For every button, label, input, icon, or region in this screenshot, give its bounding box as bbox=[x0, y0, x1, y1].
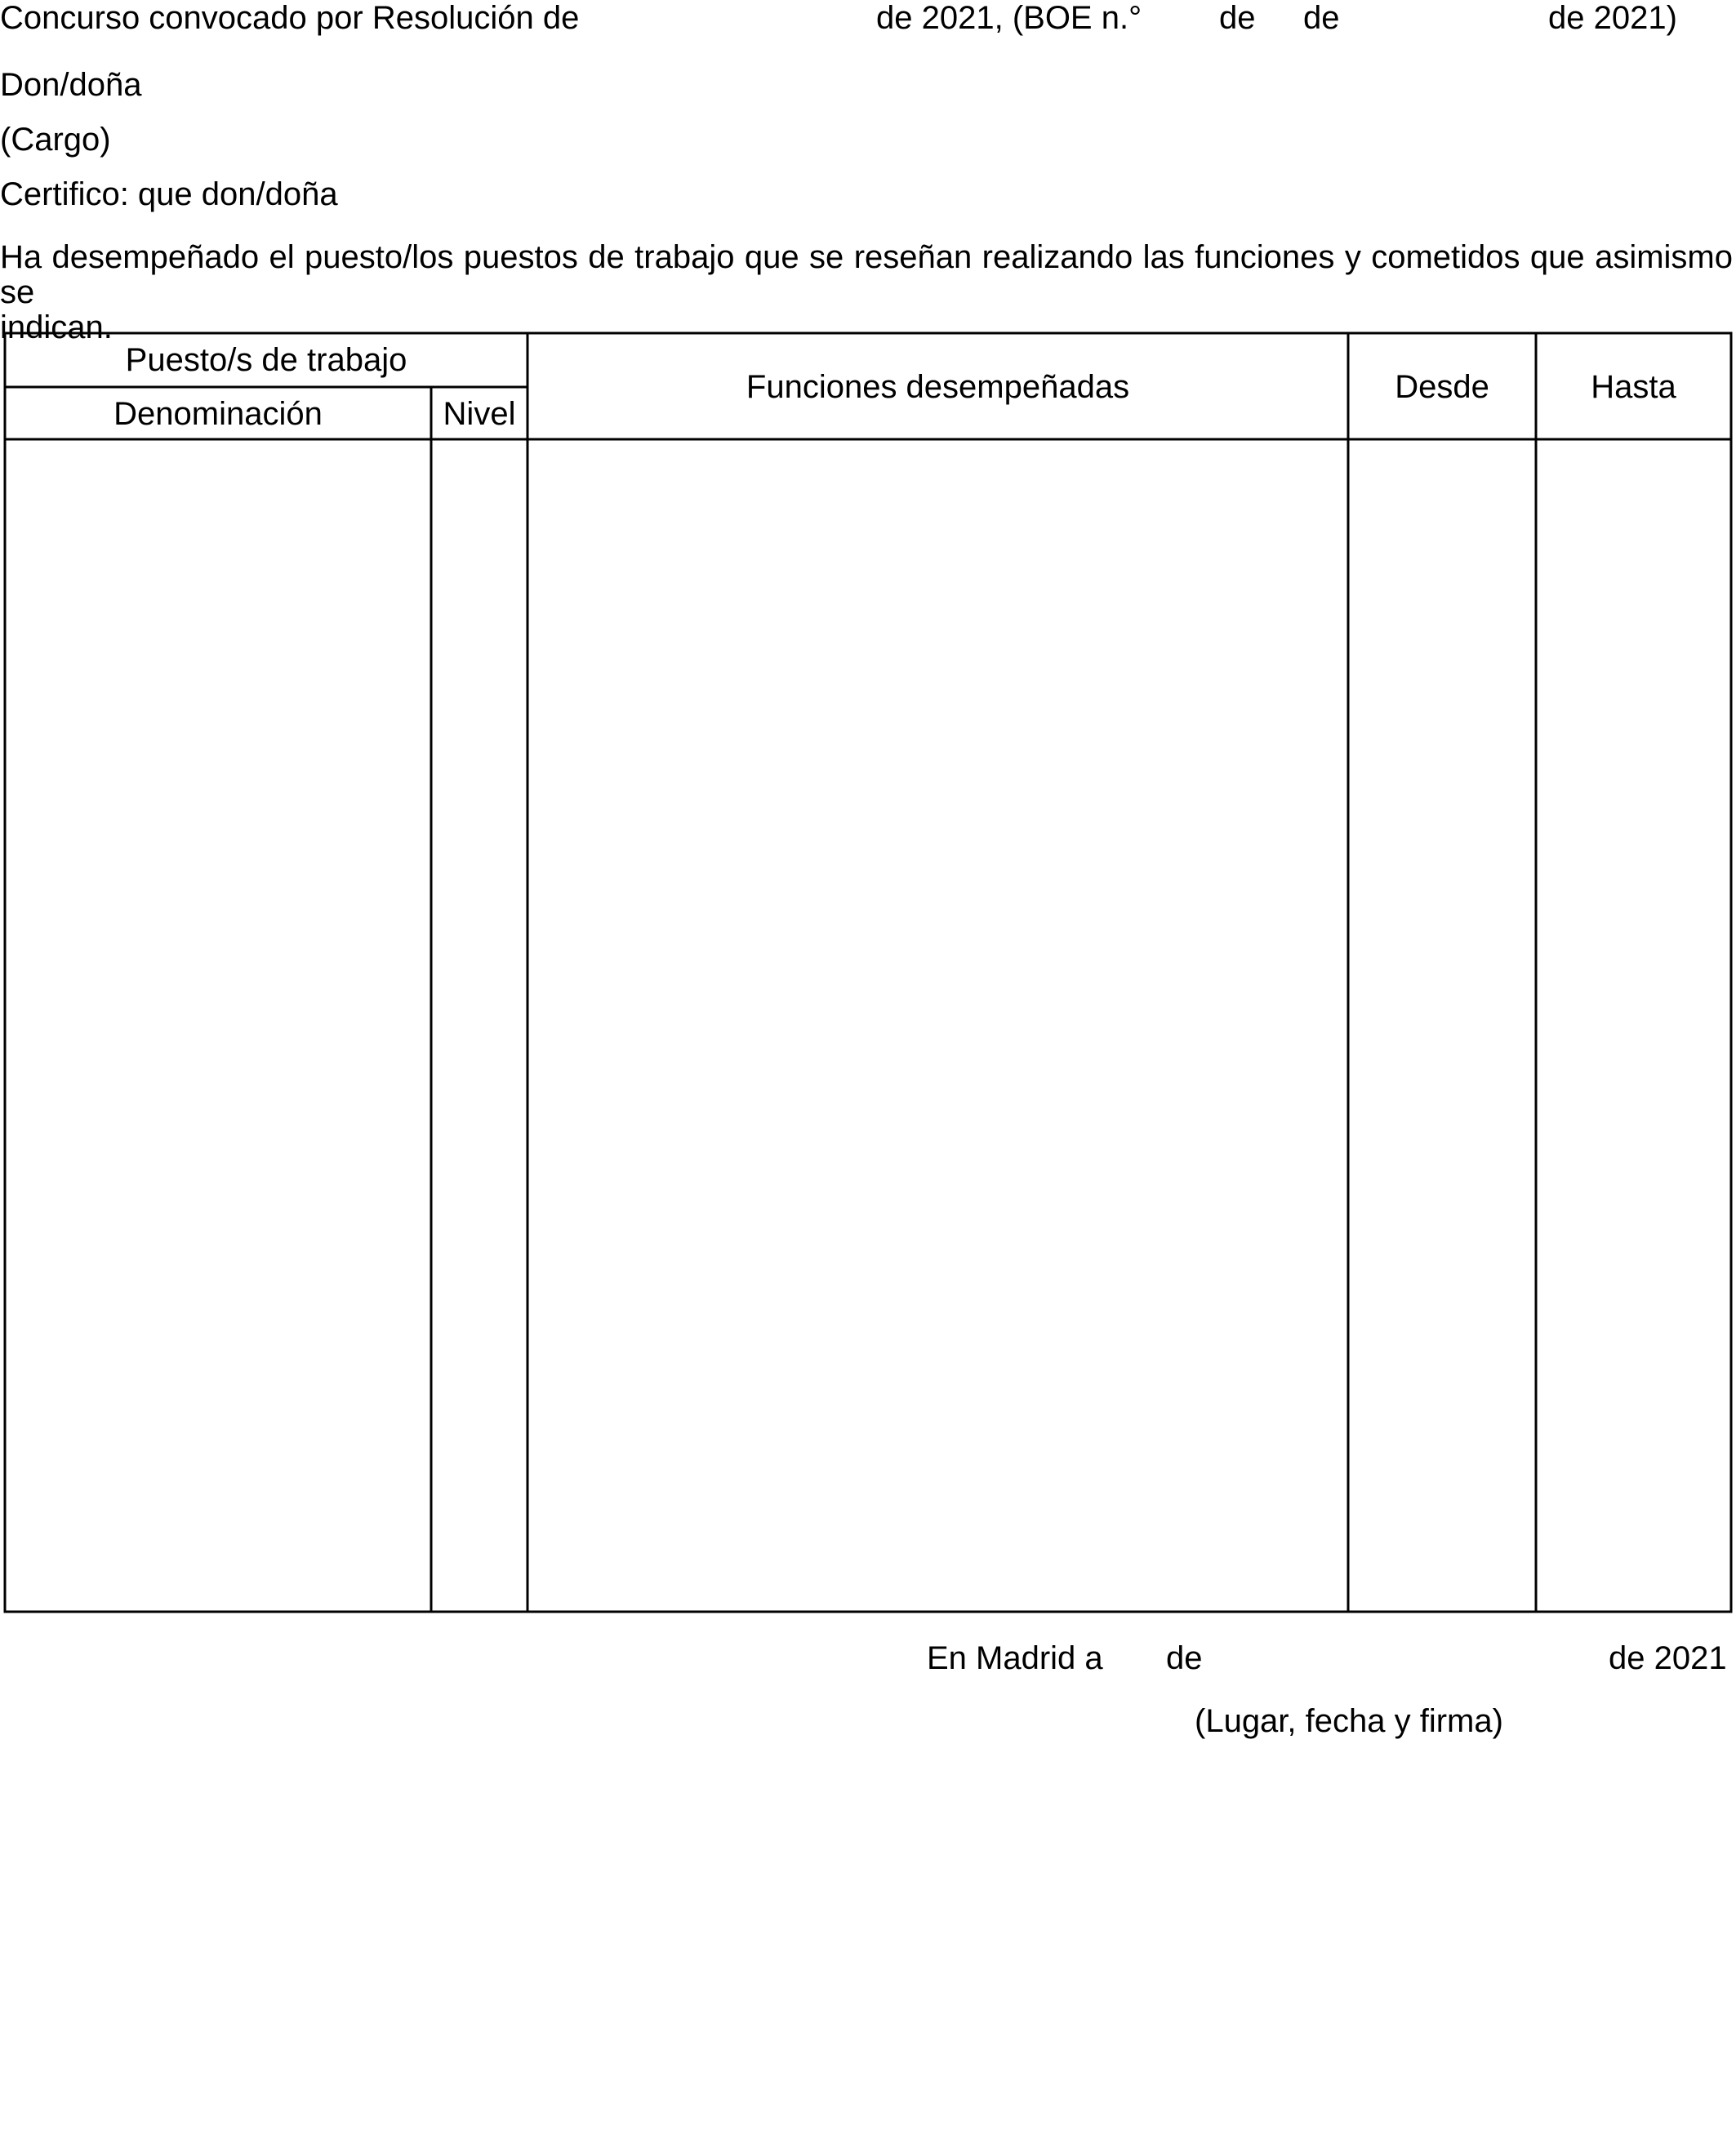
cell-nivel[interactable] bbox=[433, 441, 526, 1610]
cargo-label: (Cargo) bbox=[0, 122, 111, 158]
header-de-label-1: de bbox=[1219, 0, 1256, 36]
header-nivel: Nivel bbox=[443, 396, 516, 432]
header-year-close-label: de 2021) bbox=[1548, 0, 1677, 36]
header-denominacion: Denominación bbox=[114, 396, 323, 432]
header-puestos-trabajo: Puesto/s de trabajo bbox=[125, 342, 407, 378]
description-line-2: indican. bbox=[0, 309, 113, 345]
cell-desde[interactable] bbox=[1350, 441, 1534, 1610]
header-desde: Desde bbox=[1395, 369, 1489, 405]
header-concurso-label: Concurso convocado por Resolución de bbox=[0, 0, 580, 36]
header-year-boe-label: de 2021, (BOE n.° bbox=[876, 0, 1142, 36]
footer-en-madrid-label: En Madrid a bbox=[927, 1640, 1103, 1676]
header-hasta: Hasta bbox=[1591, 369, 1676, 405]
header-de-label-2: de bbox=[1303, 0, 1340, 36]
certifico-label: Certifico: que don/doña bbox=[0, 176, 338, 212]
cell-hasta[interactable] bbox=[1538, 441, 1729, 1610]
header-funciones: Funciones desempeñadas bbox=[746, 369, 1130, 405]
footer-de-label: de bbox=[1166, 1640, 1203, 1676]
cell-denominacion[interactable] bbox=[7, 441, 430, 1610]
cell-funciones[interactable] bbox=[529, 441, 1347, 1610]
description-paragraph bbox=[0, 240, 1733, 345]
footer-de-2021-label: de 2021 bbox=[1609, 1640, 1727, 1676]
description-line-1: Ha desempeñado el puesto/los puestos de trabajo que se reseñan realizando las funciones y cometidos que asimismo se bbox=[0, 239, 1733, 310]
don-dona-label: Don/doña bbox=[0, 67, 142, 103]
footer-lugar-fecha-firma: (Lugar, fecha y firma) bbox=[1195, 1703, 1503, 1739]
